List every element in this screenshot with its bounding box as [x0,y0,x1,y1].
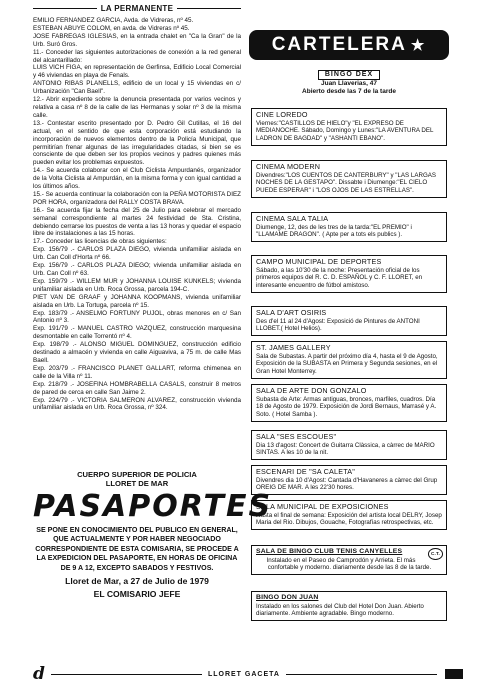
minutes-paragraph: Exp. 156/79 .- CARLOS PLAZA DIEGO; vivienda unifamiliar aislada en Urb. Can Coll nº 63. [33,262,241,277]
minutes-paragraph: 11.- Conceder las siguientes autorizaciones de conexión a la red general del alcantarillado: [33,48,241,64]
listing-text: Instalado en los salones del Club del Hotel Don Juan. Abierto diariamente. Ambiente agradable. Bingo moderno. [256,602,424,618]
page-letter: d [33,664,45,684]
notice-signature: EL COMISARIO JEFE [93,589,181,600]
bingo-dex-hours: Abierto desde las 7 de la tarde [302,88,396,96]
listing-title: CINE LOREDO [256,110,308,119]
section-heading [33,4,241,13]
listing-don-gonzalo [251,384,447,422]
listing-cinema-modern [251,160,447,198]
ct-club-logo: C.T. [428,548,443,560]
minutes-paragraph: Exp. 183/79 .- ANSELMO FORTUNY PUJOL, obras menores en c/ San Antonio nº 3. [33,309,241,325]
listing-campo-municipal [251,255,447,293]
listing-text: Instalado en el Paseo de Camprodón y Arrieta. El más confortable y moderno. diariamente desde las 8 de la tarde. [266,556,432,572]
minutes-body [33,17,241,412]
minutes-paragraph: PIET VAN DE GRAAF y JOHANNA KOOPMANS, vivienda unifamiliar aislada en Urb. La Tortuga, parcela nº 15. [33,293,241,309]
cartelera-banner [249,30,449,60]
footer-rule-right [286,674,437,675]
minutes-paragraph: 13.- Contestar escrito presentado por D. Pedro Gil Cutillas, el 16 del actual, en el sentido de que esta corporación está estudiando la incorporación de nuevos elementos dentro de la Policía Municipal, que permitirían frenar algunas de las irregularidades citadas, si bien se es consciente de que deben ser los propios vecinos y padres quienes más pueden evitar los problemas expuestos. [33,119,241,167]
minutes-paragraph: 14.- Se acuerda colaborar con el Club Ciclista Ampurdanés, organizador de la Volta Ciclista al Ampurdán, en la misma forma y con igual cantidad a los últimos años. [33,167,241,191]
listing-cine-loredo [251,108,447,146]
minutes-paragraph: 17.- Conceder las licencias de obras siguientes: [33,238,167,246]
minutes-paragraph: LUIS VICH FIGA, en representación de Gerfinsa, Edificio Local Comercial y 46 viviendas en playa de Fenals. [33,64,241,80]
footer-rule-left [51,674,202,675]
listing-text: Divendres dia 10 d'Agost: Cantada d'Havaneres a càrrec del Grup OREIG DE MAR. A les 22'30 hores. [256,476,438,492]
right-column [249,30,449,640]
registration-mark [445,669,463,679]
minutes-paragraph: 16.- Se acuerda fijar la fecha del 25 de Julio para celebrar el mercado semanal correspondiente al martes 24 festividad de Sta. Cristina, debiendo cerrarse los puestos de venta a las 13 horas y quedar el espacio libre de instalaciones a las 15 horas. [33,206,241,238]
notice-date: Lloret de Mar, a 27 de Julio de 1979 [65,576,209,587]
police-notice [33,470,273,600]
listing-title: SALA "SES ESCOUES" [256,432,337,441]
listing-title: CINEMA SALA TALIA [256,214,329,223]
bingo-dex-address: Juan Llaverias, 47 [320,80,377,88]
listing-title: ST. JAMES GALLERY [256,343,331,352]
minutes-paragraph: 12.- Abrir expediente sobre la denuncia presentada por varios vecinos y relativa a casa nº 8 de la calle de las Hermanas y solar nº 3 de la misma calle. [33,96,241,119]
listing-text: Sábado, a las 10'30 de la noche: Presentación oficial de los primeros equipos del R. C. D. ESPAÑOL y C. F. LLORET, en interesante encuentro de fútbol amistoso. [256,266,423,290]
bingo-dex-listing [249,70,449,97]
listing-title: SALA DE ARTE DON GONZALO [256,386,367,395]
listing-title: SALA MUNICIPAL DE EXPOSICIONES [256,502,389,511]
heading-rule-left [33,8,97,10]
minutes-paragraph: ESTEBAN ABUYE COLOM, en avda. de Vidreras nº 45. [33,24,190,32]
police-org-line2: LLORET DE MAR [105,479,169,488]
listing-sala-osiris [251,306,447,336]
listing-title [256,548,443,556]
cartelera-title: CARTELERA [271,34,407,55]
listing-text: Hasta el final de semana: Exposición del artista local DELRY, Josep Maria del Rio. Dibujos, Gouache, Fotografías retrospectivas, etc. [256,511,442,527]
section-heading-label: LA PERMANENTE [100,4,174,13]
listing-text: Viernes:"CASTILLOS DE HIELO"y "EL EXPRESO DE MEDIANOCHE. Sábado, Domingo y Lunes:"LA AVENTURA DEL LADRON DE BAGDAD" y "ASHANTI EBANO". [256,119,434,143]
heading-rule-right [177,8,241,10]
page-footer [33,664,463,684]
minutes-paragraph: Exp. 203/79 .- FRANCISCO PLANET GALLART, reforma chimenea en calle de la Villa nº 11. [33,364,241,380]
bingo-dex-name: BINGO DEX [318,70,380,80]
listing-st-james-gallery [251,341,447,379]
minutes-paragraph: JOSE FABREGAS IGLESIAS, en la entrada chalet en "Ca la Gran" de la Urb. Suró Gros. [33,32,241,48]
minutes-paragraph: Exp. 224/79 .- VICTORIA SALMERON ALVAREZ, construcción vivienda unifamiliar aislada en Urb. Roca Grossa, nº 324. [33,396,241,412]
minutes-paragraph: Exp. 191/79 .- MANUEL CASTRO VAZQUEZ, construcción marquesina desmontable en calle Torrentó nº 4. [33,325,241,341]
minutes-paragraph: Exp. 156/79 .- CARLOS PLAZA DIEGO, vivienda unifamiliar aislada en Urb. Can Coll d'Horta nº 66. [33,246,241,262]
footer-masthead: LLORET GACETA [207,670,280,678]
listing-title: CINEMA MODERN [256,162,321,171]
star-icon: ★ [410,37,427,54]
left-column [33,4,273,644]
listing-sa-caleta [251,465,447,495]
listing-title: CAMPO MUNICIPAL DE DEPORTES [256,257,382,266]
minutes-paragraph: Exp. 218/79 .- JOSEFINA HOMBRABELLA CASALS, construir 8 metros de pared de cerca en calle San Jaime 2. [33,380,241,396]
minutes-paragraph: ANTONIO RIBAS PLANELLS, edificio de un local y 15 viviendas en c/ Urbanización "Can Baell". [33,80,241,96]
minutes-paragraph: Exp. 198/79 .- ALONSO MIGUEL DOMINGUEZ, construcción edificio destinado a almacén y vivienda en calle Aiguaviva, a 75 m. de calle Mas Baell. [33,341,241,364]
listing-text: Des d'el 11 al 24 d'Agost: Exposició de Pintures de ANTONI LLOBET.( Hotel Helios). [256,317,420,333]
listing-ses-escoues [251,430,447,460]
listing-cinema-sala-talia [251,212,447,242]
minutes-paragraph: EMILIO FERNANDEZ GARCIA, Avda. de Vidreras, nº 45. [33,17,194,24]
listing-title: SALA D'ART OSIRIS [256,308,327,317]
listing-title: BINGO DON JUAN [256,594,319,601]
listing-text: Subasta de Arte: Armas antiguas, bronces, marfiles, cuadros. Día 18 de Agosto de 1979. Exposición de Jordi Bernaus, Marrasé y A. Soto. ( Hotel Samba ). [256,395,437,419]
listing-title-text: SALA DE BINGO CLUB TENIS CANYELLES [256,548,403,555]
listing-text: Sala de Subastas. A partir del próximo día 4, hasta el 9 de Agosto, Exposición de la SUBASTA en Primera y Segunda sesiones, en el Gran Hotel Monterrey. [256,352,438,376]
passport-title: PASAPORTES [33,489,273,524]
listing-sala-exposiciones [251,500,447,530]
minutes-paragraph: Exp. 159/79 .- WILLEM MUR y JOHANNA LOUISE KUNKELS; vivienda unifamiliar aislada en Urb. Roca Grossa, parcela 194-C. [33,277,241,293]
listing-text: Divendres:"LOS CUENTOS DE CANTERBURY" y "LAS LARGAS NOCHES DE LA GESTAPO". Dissabte i Diumenge:"EL CIELO PUEDE ESPERAR" i "LOS OJOS DE LAS ESTRELLAS". [256,171,437,195]
listing-text: Diumenge, 12, des de les tres de la tarda:"EL PREMIO" i "LLAMAME DRAGON". ( Apte per a tots els publics ). [256,223,412,239]
listing-title: ESCENARI DE "SA CALETA" [256,467,356,476]
listing-bingo-canyelles [251,545,447,575]
police-org-line1: CUERPO SUPERIOR DE POLICIA [77,470,197,479]
minutes-paragraph: 15.- Se acuerda continuar la colaboración con la PEÑA MOTORISTA DIEZ POR HORA, organizadora del RALLY COSTA BRAVA. [33,190,242,206]
listing-text: Dia 13 d'agost: Concert de Guitarra Clàssica, a càrrec de MARIO SINTAS. A les 10 de la nit. [256,441,435,457]
passport-notice-text: SE PONE EN CONOCIMIENTO DEL PUBLICO EN GENERAL, QUE ACTUALMENTE Y POR HABER NEGOCIADO CORRESPONDIENTE DE ESTA COMISARIA, SE PROCEDE A LA EXPEDICION DEL PASAPORTE, EN HORAS DE OFICINA DE 9 A 12, EXCEPTO SABADOS Y FESTIVOS. [35,526,239,572]
listing-bingo-don-juan [251,591,447,621]
